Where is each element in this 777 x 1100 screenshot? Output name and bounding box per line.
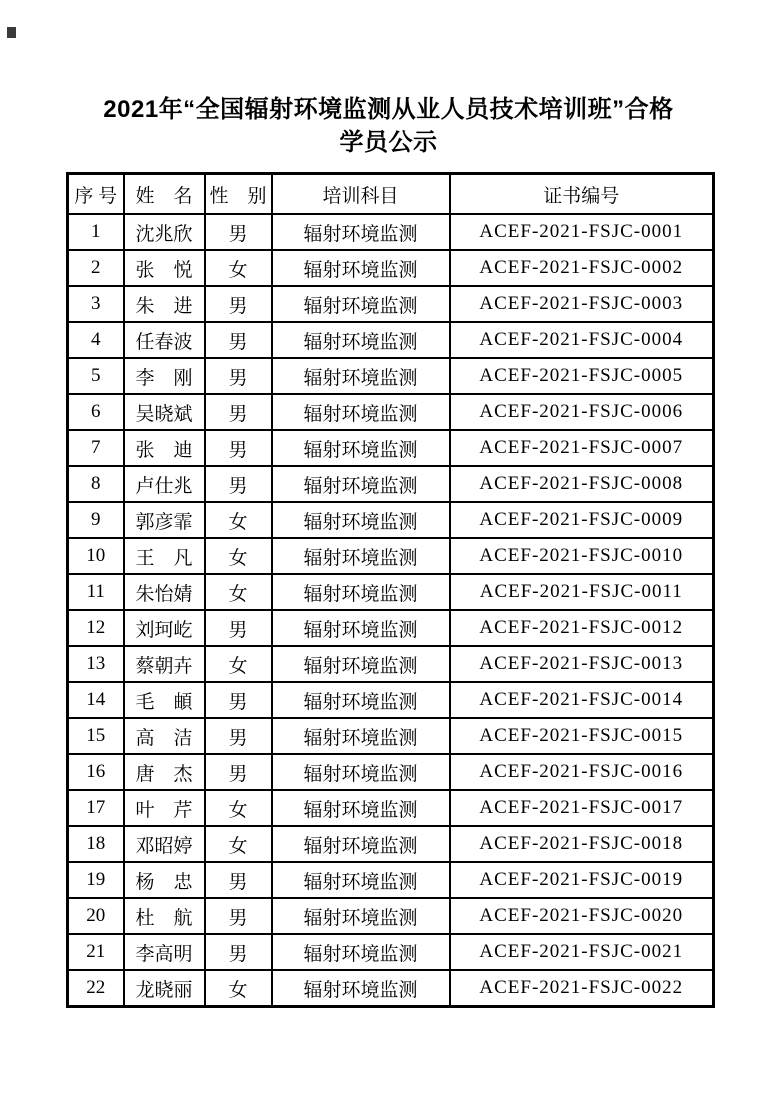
- cell-name: 沈兆欣: [124, 214, 205, 250]
- cell-name: 朱 进: [124, 286, 205, 322]
- cell-no: 9: [68, 502, 124, 538]
- cell-name: 吴晓斌: [124, 394, 205, 430]
- cell-subject: 辐射环境监测: [272, 610, 450, 646]
- cell-gender: 男: [205, 610, 272, 646]
- cell-no: 22: [68, 970, 124, 1007]
- cell-subject: 辐射环境监测: [272, 826, 450, 862]
- table-row: [68, 502, 714, 538]
- cell-subject: 辐射环境监测: [272, 718, 450, 754]
- cell-cert: ACEF-2021-FSJC-0005: [450, 358, 714, 394]
- cell-gender: 女: [205, 826, 272, 862]
- cell-name: 邓昭婷: [124, 826, 205, 862]
- cell-no: 20: [68, 898, 124, 934]
- cell-name: 杨 忠: [124, 862, 205, 898]
- header-name: 姓 名: [124, 174, 205, 215]
- cell-name: 郭彦霏: [124, 502, 205, 538]
- cell-name: 蔡朝卉: [124, 646, 205, 682]
- cell-cert: ACEF-2021-FSJC-0018: [450, 826, 714, 862]
- roster-table: [66, 172, 715, 1008]
- cell-gender: 男: [205, 718, 272, 754]
- cell-gender: 男: [205, 214, 272, 250]
- table-row: [68, 538, 714, 574]
- cell-cert: ACEF-2021-FSJC-0008: [450, 466, 714, 502]
- cell-no: 19: [68, 862, 124, 898]
- scan-artifact-mark: [7, 27, 16, 38]
- cell-no: 8: [68, 466, 124, 502]
- cell-gender: 男: [205, 862, 272, 898]
- cell-cert: ACEF-2021-FSJC-0016: [450, 754, 714, 790]
- cell-cert: ACEF-2021-FSJC-0015: [450, 718, 714, 754]
- cell-cert: ACEF-2021-FSJC-0017: [450, 790, 714, 826]
- cell-name: 王 凡: [124, 538, 205, 574]
- cell-no: 16: [68, 754, 124, 790]
- cell-no: 10: [68, 538, 124, 574]
- cell-no: 5: [68, 358, 124, 394]
- cell-gender: 男: [205, 466, 272, 502]
- table-row: [68, 862, 714, 898]
- header-no: 序 号: [68, 174, 124, 215]
- table-body: [68, 214, 714, 1007]
- cell-subject: 辐射环境监测: [272, 358, 450, 394]
- cell-no: 17: [68, 790, 124, 826]
- cell-gender: 女: [205, 970, 272, 1007]
- cell-name: 任春波: [124, 322, 205, 358]
- cell-cert: ACEF-2021-FSJC-0012: [450, 610, 714, 646]
- cell-subject: 辐射环境监测: [272, 574, 450, 610]
- cell-subject: 辐射环境监测: [272, 250, 450, 286]
- cell-name: 高 洁: [124, 718, 205, 754]
- cell-subject: 辐射环境监测: [272, 538, 450, 574]
- cell-name: 刘珂屹: [124, 610, 205, 646]
- table-row: [68, 754, 714, 790]
- table-row: [68, 682, 714, 718]
- cell-cert: ACEF-2021-FSJC-0010: [450, 538, 714, 574]
- cell-subject: 辐射环境监测: [272, 502, 450, 538]
- cell-cert: ACEF-2021-FSJC-0007: [450, 430, 714, 466]
- cell-cert: ACEF-2021-FSJC-0002: [450, 250, 714, 286]
- cell-no: 21: [68, 934, 124, 970]
- cell-subject: 辐射环境监测: [272, 862, 450, 898]
- cell-no: 1: [68, 214, 124, 250]
- cell-name: 唐 杰: [124, 754, 205, 790]
- header-gender: 性 别: [205, 174, 272, 215]
- cell-cert: ACEF-2021-FSJC-0009: [450, 502, 714, 538]
- table-row: [68, 322, 714, 358]
- cell-subject: 辐射环境监测: [272, 394, 450, 430]
- cell-gender: 男: [205, 682, 272, 718]
- cell-name: 李 刚: [124, 358, 205, 394]
- cell-no: 14: [68, 682, 124, 718]
- cell-gender: 男: [205, 934, 272, 970]
- cell-name: 张 悦: [124, 250, 205, 286]
- cell-name: 龙晓丽: [124, 970, 205, 1007]
- cell-subject: 辐射环境监测: [272, 430, 450, 466]
- table-row: [68, 214, 714, 250]
- cell-no: 12: [68, 610, 124, 646]
- table-row: [68, 610, 714, 646]
- cell-no: 4: [68, 322, 124, 358]
- cell-no: 18: [68, 826, 124, 862]
- table-row: [68, 466, 714, 502]
- table-row: [68, 790, 714, 826]
- cell-subject: 辐射环境监测: [272, 934, 450, 970]
- cell-gender: 女: [205, 646, 272, 682]
- page-title: [0, 93, 777, 159]
- cell-gender: 男: [205, 394, 272, 430]
- cell-name: 张 迪: [124, 430, 205, 466]
- cell-gender: 女: [205, 250, 272, 286]
- table-row: [68, 430, 714, 466]
- cell-no: 3: [68, 286, 124, 322]
- cell-subject: 辐射环境监测: [272, 466, 450, 502]
- cell-subject: 辐射环境监测: [272, 322, 450, 358]
- table-row: [68, 826, 714, 862]
- cell-name: 卢仕兆: [124, 466, 205, 502]
- cell-gender: 女: [205, 502, 272, 538]
- cell-subject: 辐射环境监测: [272, 970, 450, 1007]
- cell-subject: 辐射环境监测: [272, 754, 450, 790]
- cell-cert: ACEF-2021-FSJC-0004: [450, 322, 714, 358]
- cell-name: 叶 芹: [124, 790, 205, 826]
- cell-name: 毛 頔: [124, 682, 205, 718]
- page-title-line1: 2021年“全国辐射环境监测从业人员技术培训班”合格: [103, 96, 674, 123]
- cell-gender: 男: [205, 286, 272, 322]
- table-row: [68, 286, 714, 322]
- cell-gender: 男: [205, 754, 272, 790]
- cell-subject: 辐射环境监测: [272, 286, 450, 322]
- table-row: [68, 718, 714, 754]
- cell-name: 杜 航: [124, 898, 205, 934]
- table-row: [68, 934, 714, 970]
- table-row: [68, 646, 714, 682]
- cell-no: 13: [68, 646, 124, 682]
- cell-cert: ACEF-2021-FSJC-0019: [450, 862, 714, 898]
- cell-cert: ACEF-2021-FSJC-0001: [450, 214, 714, 250]
- cell-no: 11: [68, 574, 124, 610]
- cell-cert: ACEF-2021-FSJC-0014: [450, 682, 714, 718]
- cell-subject: 辐射环境监测: [272, 790, 450, 826]
- table-row: [68, 970, 714, 1007]
- cell-subject: 辐射环境监测: [272, 646, 450, 682]
- cell-gender: 女: [205, 790, 272, 826]
- cell-gender: 男: [205, 322, 272, 358]
- cell-cert: ACEF-2021-FSJC-0013: [450, 646, 714, 682]
- table-row: [68, 250, 714, 286]
- table-row: [68, 574, 714, 610]
- table-row: [68, 358, 714, 394]
- cell-no: 7: [68, 430, 124, 466]
- cell-cert: ACEF-2021-FSJC-0006: [450, 394, 714, 430]
- cell-no: 2: [68, 250, 124, 286]
- cell-gender: 女: [205, 538, 272, 574]
- table-row: [68, 394, 714, 430]
- cell-gender: 男: [205, 898, 272, 934]
- cell-no: 6: [68, 394, 124, 430]
- cell-no: 15: [68, 718, 124, 754]
- cell-subject: 辐射环境监测: [272, 214, 450, 250]
- cell-name: 李高明: [124, 934, 205, 970]
- cell-cert: ACEF-2021-FSJC-0021: [450, 934, 714, 970]
- cell-gender: 女: [205, 574, 272, 610]
- cell-cert: ACEF-2021-FSJC-0003: [450, 286, 714, 322]
- cell-cert: ACEF-2021-FSJC-0011: [450, 574, 714, 610]
- cell-name: 朱怡婧: [124, 574, 205, 610]
- header-cert: 证书编号: [450, 174, 714, 215]
- cell-gender: 男: [205, 430, 272, 466]
- cell-subject: 辐射环境监测: [272, 898, 450, 934]
- page-title-line2: 学员公示: [339, 129, 438, 156]
- table-header-row: [68, 174, 714, 215]
- cell-gender: 男: [205, 358, 272, 394]
- cell-cert: ACEF-2021-FSJC-0022: [450, 970, 714, 1007]
- table-row: [68, 898, 714, 934]
- cell-subject: 辐射环境监测: [272, 682, 450, 718]
- cell-cert: ACEF-2021-FSJC-0020: [450, 898, 714, 934]
- header-subject: 培训科目: [272, 174, 450, 215]
